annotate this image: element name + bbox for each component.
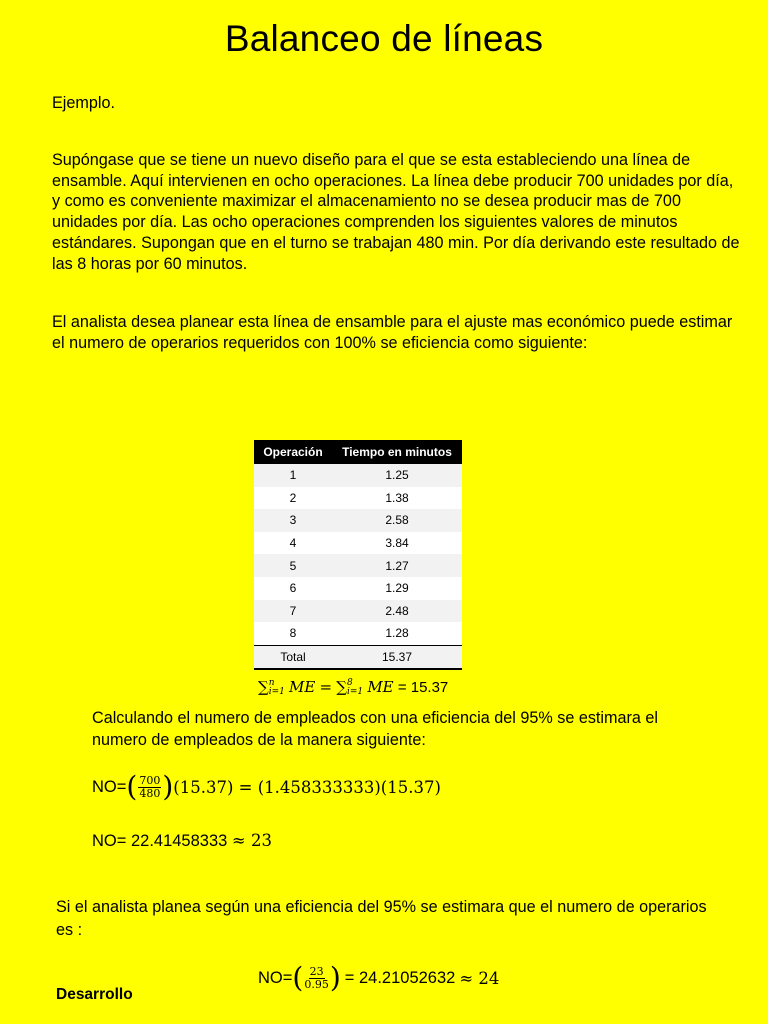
development-label: Desarrollo — [56, 986, 133, 1003]
table-row — [254, 532, 462, 555]
table-row — [254, 577, 462, 600]
table-total-row — [254, 645, 462, 669]
operation-cell: 7 — [254, 600, 332, 623]
no-result: NO= 22.41458333 — [92, 832, 228, 850]
sigma-symbol: ∑ — [336, 678, 347, 696]
fraction-numerator: 23 — [309, 964, 324, 978]
fraction-numerator: 700 — [139, 773, 161, 787]
no-result: = 24.21052632 — [344, 968, 456, 987]
calculation-text: Calculando el numero de empleados con una eficiencia del 95% se estimara el numero de empleados de la manera siguiente: — [92, 709, 659, 749]
time-cell: 3.84 — [332, 532, 462, 555]
no-formula-2 — [92, 831, 272, 851]
example-label: Ejemplo. — [52, 94, 115, 112]
time-cell: 2.48 — [332, 600, 462, 623]
slide-intro — [0, 0, 768, 432]
no-prefix: NO= — [92, 777, 127, 796]
no-approx: ≈ 23 — [231, 831, 272, 850]
summation-formula — [258, 678, 448, 697]
time-cell: 1.28 — [332, 622, 462, 645]
fraction — [138, 775, 161, 800]
time-cell: 2.58 — [332, 509, 462, 532]
time-cell: 1.25 — [332, 464, 462, 487]
table-row — [254, 554, 462, 577]
operation-cell: 5 — [254, 554, 332, 577]
operation-cell: 6 — [254, 577, 332, 600]
formula-rest: (15.37) = (1.458333333)(15.37) — [173, 777, 441, 797]
time-cell: 1.27 — [332, 554, 462, 577]
total-value: 15.37 — [332, 645, 462, 669]
operation-cell: 4 — [254, 532, 332, 555]
time-cell: 1.38 — [332, 487, 462, 510]
sum-lower: i=1 — [347, 687, 364, 698]
operation-cell: 2 — [254, 487, 332, 510]
problem-paragraph: Supóngase que se tiene un nuevo diseño para el que se esta estableciendo una línea de ensamble. Aquí intervienen en ocho operaciones. La línea debe producir 700 unidades por día, y como es conveniente maximizar el almacenamiento no se desea producir mas de 700 unidades por día. Las ocho operaciones comprenden los siguientes valores de minutos estándares. Supongan que en el turno se trabajan 480 min. Por día derivando este resultado de las 8 horas por 60 minutos. — [52, 151, 740, 273]
no-approx: ≈ 24 — [459, 968, 500, 988]
fraction-denominator: 0.95 — [304, 977, 329, 991]
sum-result: = 15.37 — [397, 679, 449, 696]
operation-cell: 1 — [254, 464, 332, 487]
slide-development — [0, 866, 768, 1024]
fraction — [304, 966, 329, 991]
table-row — [254, 487, 462, 510]
operations-table — [254, 440, 462, 670]
header-time: Tiempo en minutos — [332, 440, 462, 464]
sum-lower: i=1 — [268, 687, 285, 698]
table-row — [254, 622, 462, 645]
header-operation: Operación — [254, 440, 332, 464]
table-row — [254, 600, 462, 623]
sum-term: ME — [289, 678, 316, 696]
operation-cell: 8 — [254, 622, 332, 645]
table-row — [254, 509, 462, 532]
page-title: Balanceo de líneas — [224, 18, 544, 59]
slide-table — [0, 433, 768, 865]
sum-term: ME — [367, 678, 394, 696]
sum-upper: 8 — [347, 678, 353, 689]
analyst-paragraph: El analista desea planear esta línea de ensamble para el ajuste mas económico puede estimar el numero de operarios requeridos con 100% se eficiencia como siguiente: — [52, 313, 733, 352]
operation-cell: 3 — [254, 509, 332, 532]
table-row — [254, 464, 462, 487]
table-header-row — [254, 440, 462, 464]
no-formula-3: NO= ( $\frac{23}{0.95}$ ) = 24.21052632 ≈ 24 — [258, 961, 500, 994]
sum-upper: n — [268, 678, 275, 689]
time-cell: 1.29 — [332, 577, 462, 600]
no-formula-1: NO= ( $\frac{700}{480}$ ) (15.37) = (1.458333333)(15.37) — [92, 770, 441, 803]
no-prefix: NO= — [258, 968, 293, 987]
sum-equals: = — [319, 678, 333, 696]
fraction-denominator: 480 — [139, 786, 161, 800]
efficiency-paragraph: Si el analista planea según una eficiencia del 95% se estimara que el numero de operarios es : — [56, 898, 707, 939]
total-label: Total — [254, 645, 332, 669]
sigma-symbol: ∑ — [258, 678, 269, 696]
